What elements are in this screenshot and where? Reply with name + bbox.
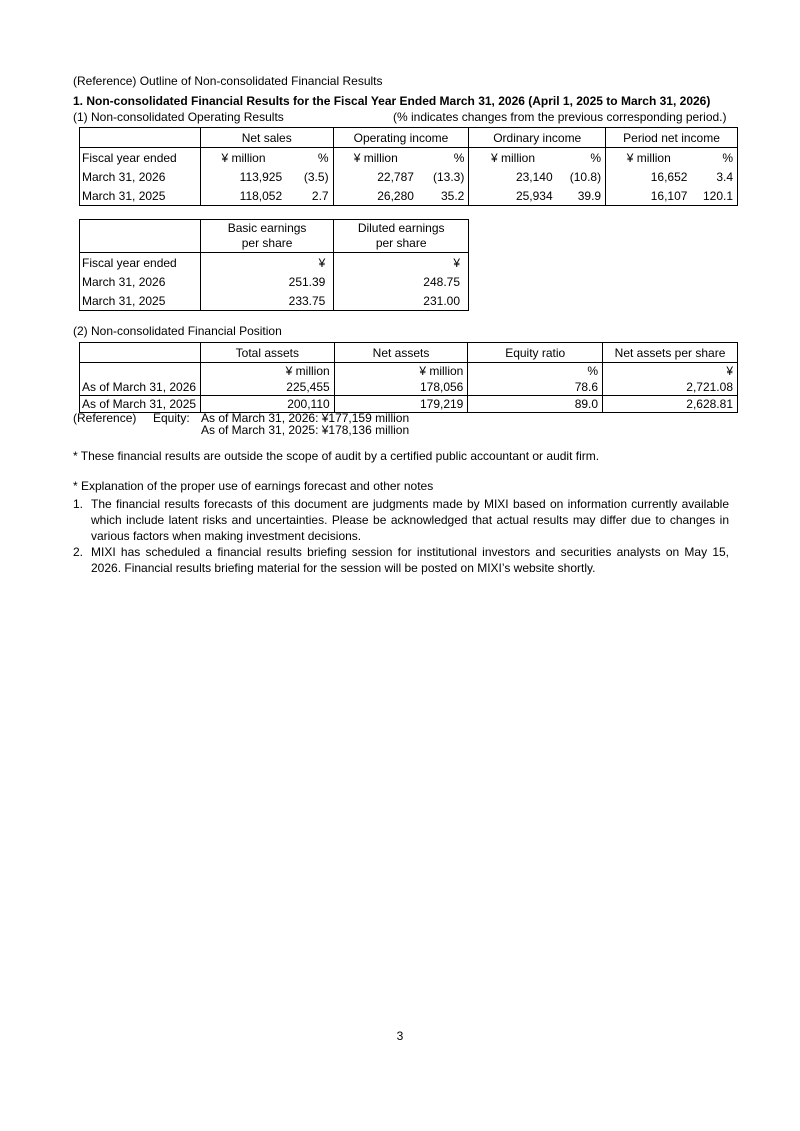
- value-cell: 233.75: [200, 291, 334, 311]
- equity-reference-label: (Reference): [73, 411, 137, 425]
- position-section-label: (2) Non-consolidated Financial Position: [73, 324, 282, 338]
- header-line: per share: [375, 236, 427, 250]
- row-label: March 31, 2025: [80, 186, 201, 206]
- header-net-assets-per-share: Net assets per share: [603, 343, 738, 363]
- value-cell: (3.5): [286, 167, 333, 186]
- eps-header-row: [80, 220, 469, 253]
- value-cell: 22,787: [377, 169, 414, 184]
- row-label: Fiscal year ended: [80, 253, 201, 273]
- position-header-row: [80, 343, 738, 363]
- table-row: [80, 379, 738, 396]
- header-net-sales: Net sales: [200, 128, 333, 148]
- list-item: [73, 544, 729, 576]
- value-cell: 251.39: [200, 272, 334, 291]
- header-operating-income: Operating income: [333, 128, 469, 148]
- empty-cell: [80, 363, 201, 380]
- unit-cell: ¥ million: [606, 148, 692, 168]
- item-number: 1.: [73, 497, 84, 511]
- header-period-net-income: Period net income: [606, 128, 738, 148]
- value-cell: 39.9: [557, 186, 606, 206]
- row-label: March 31, 2026: [80, 167, 201, 186]
- unit-cell: ¥ million: [200, 148, 286, 168]
- value-cell: 89.0: [468, 396, 603, 413]
- value-cell: 25,934: [469, 186, 557, 206]
- operating-header-row: [80, 128, 738, 148]
- table-row: [80, 167, 738, 186]
- percent-change-note: (% indicates changes from the previous corresponding period.): [393, 110, 727, 124]
- header-basic-eps: [200, 220, 334, 253]
- unit-cell: ¥ million: [469, 148, 557, 168]
- operating-section-label: (1) Non-consolidated Operating Results: [73, 110, 284, 124]
- value-cell: 113,925: [239, 169, 283, 184]
- unit-cell: ¥: [334, 253, 469, 273]
- row-label: March 31, 2026: [80, 272, 201, 291]
- table-row: [80, 396, 738, 413]
- explanation-list: [73, 496, 729, 576]
- item-text: MIXI has scheduled a financial results briefing session for institutional investors and securities analysts on May 15, 2026. Financial results briefing material for the session will be posted on MIXI’s website shortly.: [91, 545, 729, 575]
- reference-title: (Reference) Outline of Non-consolidated Financial Results: [73, 74, 383, 88]
- row-label: As of March 31, 2025: [80, 396, 201, 413]
- unit-cell: %: [557, 148, 606, 168]
- unit-cell: %: [418, 148, 469, 168]
- item-text: The financial results forecasts of this document are judgments made by MIXI based on information currently available which include latent risks and uncertainties. Please be acknowledged that actual results may differ due to changes in various factors when making investment decisions.: [91, 497, 729, 543]
- value-cell: 16,107: [606, 186, 692, 206]
- header-ordinary-income: Ordinary income: [469, 128, 606, 148]
- unit-cell: ¥ million: [333, 148, 418, 168]
- value-cell: 225,455: [200, 379, 334, 396]
- equity-line: As of March 31, 2026: ¥177,159 million: [201, 411, 410, 425]
- value-cell: 35.2: [418, 186, 469, 206]
- unit-cell: %: [286, 148, 333, 168]
- explanation-title: * Explanation of the proper use of earnings forecast and other notes: [73, 479, 434, 493]
- header-net-assets: Net assets: [334, 343, 468, 363]
- page-number: 3: [396, 1029, 404, 1043]
- value-cell: 2.7: [286, 186, 333, 206]
- value-cell: 120.1: [691, 186, 737, 206]
- value-cell: 179,219: [334, 396, 468, 413]
- operating-corner-cell: [80, 128, 201, 148]
- value-cell: 200,110: [200, 396, 334, 413]
- value-cell: 118,052: [200, 186, 286, 206]
- unit-cell: ¥: [200, 253, 334, 273]
- row-label: March 31, 2025: [80, 291, 201, 311]
- financial-position-table: [79, 342, 738, 413]
- position-unit-row: [80, 363, 738, 380]
- header-line: Basic earnings: [227, 221, 307, 235]
- header-diluted-eps: [334, 220, 469, 253]
- equity-line: As of March 31, 2025: ¥178,136 million: [201, 423, 410, 437]
- eps-table: [79, 219, 469, 311]
- value-cell: 178,056: [334, 379, 468, 396]
- item-number: 2.: [73, 545, 84, 559]
- value-cell: 16,652: [650, 169, 688, 184]
- unit-cell: ¥ million: [200, 363, 334, 380]
- value-cell: (13.3): [418, 167, 469, 186]
- eps-unit-row: [80, 253, 469, 273]
- row-label: As of March 31, 2026: [80, 379, 201, 396]
- header-equity-ratio: Equity ratio: [468, 343, 603, 363]
- value-cell: 23,140: [515, 169, 553, 184]
- value-cell: 26,280: [333, 186, 418, 206]
- unit-cell: ¥: [603, 363, 738, 380]
- operating-unit-row: [80, 148, 738, 168]
- row-label: Fiscal year ended: [80, 148, 201, 168]
- value-cell: 78.6: [468, 379, 603, 396]
- value-cell: (10.8): [557, 167, 606, 186]
- unit-cell: ¥ million: [334, 363, 468, 380]
- operating-results-table: [79, 127, 738, 206]
- table-row: [80, 291, 469, 311]
- value-cell: 3.4: [691, 167, 737, 186]
- unit-cell: %: [691, 148, 737, 168]
- header-line: Diluted earnings: [357, 221, 445, 235]
- table-row: [80, 186, 738, 206]
- eps-corner-cell: [80, 220, 201, 253]
- value-cell: 2,628.81: [603, 396, 738, 413]
- table-row: [80, 272, 469, 291]
- value-cell: 2,721.08: [603, 379, 738, 396]
- unit-cell: %: [468, 363, 603, 380]
- header-line: per share: [241, 236, 293, 250]
- section-heading: 1. Non-consolidated Financial Results for the Fiscal Year Ended March 31, 2026 (April 1, 2025 to March 31, 2026): [73, 94, 711, 108]
- position-corner-cell: [80, 343, 201, 363]
- audit-note: * These financial results are outside the scope of audit by a certified public accountant or audit firm.: [73, 449, 600, 463]
- equity-label: Equity:: [153, 411, 190, 425]
- header-total-assets: Total assets: [200, 343, 334, 363]
- value-cell: 248.75: [334, 272, 469, 291]
- value-cell: 231.00: [334, 291, 469, 311]
- list-item: [73, 496, 729, 544]
